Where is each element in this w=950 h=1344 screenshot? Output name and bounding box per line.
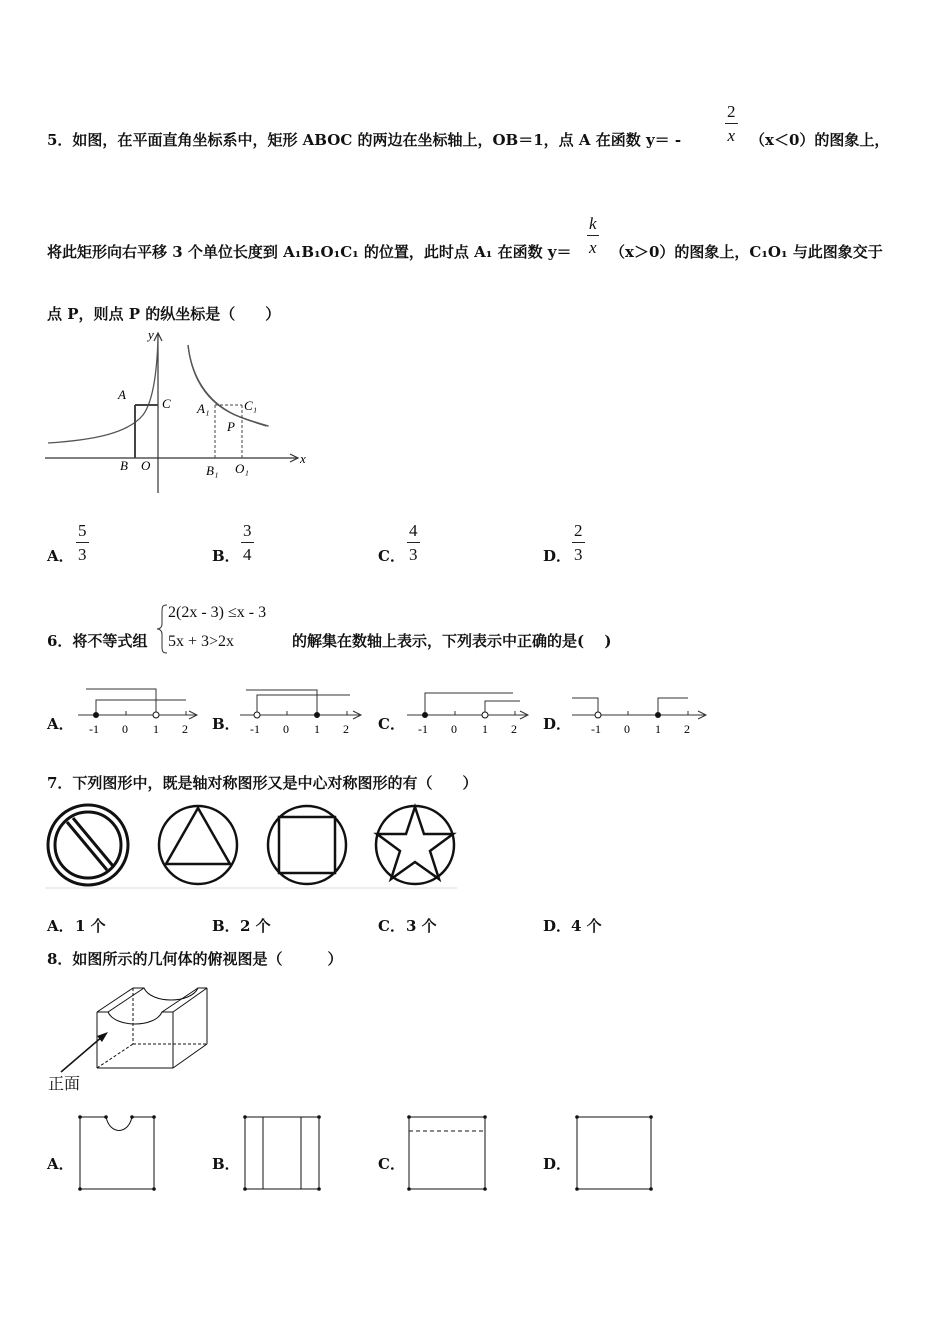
q6-b-tick-0: 0 <box>283 722 289 736</box>
q5-fraction-k-over-x <box>587 215 599 256</box>
q6-b-tick-1: 1 <box>314 722 320 736</box>
q6-c-tick-1: 1 <box>482 722 488 736</box>
q5-option-c-fraction[interactable] <box>407 522 420 563</box>
q5-line2-pre: 将此矩形向右平移 3 个单位长度到 A₁B₁O₁C₁ 的位置，此时点 A₁ 在函数 y＝ <box>47 243 572 261</box>
q5-label-A1: A₁ <box>197 401 210 416</box>
q7-figure-circle-star <box>376 806 454 884</box>
q7-option-a-text[interactable]: 1 个 <box>75 917 106 935</box>
q6-option-d-letter[interactable]: D． <box>543 715 572 733</box>
q5-label-C1: C₁ <box>244 398 258 413</box>
q5-option-a-den: 3 <box>78 545 87 564</box>
q6-option-a-letter[interactable]: A． <box>47 715 74 733</box>
q5-label-y: y <box>148 327 154 342</box>
q6-stem-post: 的解集在数轴上表示，下列表示中正确的是( ) <box>292 632 612 650</box>
q5-label-A: A <box>118 387 126 402</box>
q7-option-d-letter[interactable]: D． <box>543 917 572 935</box>
q5-frac2-num: k <box>589 214 597 233</box>
q8-option-b-figure[interactable] <box>241 1113 323 1195</box>
q6-d-tick-0: 0 <box>624 722 630 736</box>
q6-c-tick-m1: -1 <box>418 722 428 736</box>
q8-option-b-letter[interactable]: B． <box>212 1155 240 1173</box>
q5-line3: 点 P，则点 P 的纵坐标是（ ） <box>47 305 281 323</box>
q5-option-c-num: 4 <box>409 521 418 540</box>
q5-coordinate-figure <box>40 325 310 495</box>
q7-option-b-text[interactable]: 2 个 <box>240 917 271 935</box>
q6-a-tick-1: 1 <box>153 722 159 736</box>
q5-label-B1: B₁ <box>206 463 219 478</box>
q6-a-tick-2: 2 <box>182 722 188 736</box>
q5-label-P: P <box>227 419 235 434</box>
q6-a-tick-m1: -1 <box>89 722 99 736</box>
q5-label-B: B <box>120 458 128 473</box>
q7-option-d-text[interactable]: 4 个 <box>571 917 602 935</box>
q7-figure-prohibition-circle <box>48 805 128 885</box>
q5-option-d-num: 2 <box>574 521 583 540</box>
q6-option-d-numberline[interactable] <box>570 685 710 740</box>
q6-a-tick-0: 0 <box>122 722 128 736</box>
q5-option-b-letter[interactable]: B． <box>212 547 240 565</box>
q7-option-c-text[interactable]: 3 个 <box>406 917 437 935</box>
q5-frac1-den: x <box>727 126 736 145</box>
q5-option-b-fraction[interactable] <box>241 522 254 563</box>
q5-line2-post: （x＞0）的图象上，C₁O₁ 与此图象交于 <box>610 243 883 261</box>
q5-option-b-den: 4 <box>243 545 252 564</box>
q8-option-d-figure[interactable] <box>573 1113 658 1195</box>
q6-option-b-letter[interactable]: B． <box>212 715 240 733</box>
q6-option-c-numberline[interactable] <box>405 685 535 740</box>
q5-option-a-num: 5 <box>78 521 87 540</box>
q6-option-c-letter[interactable]: C． <box>378 715 405 733</box>
q6-d-tick-1: 1 <box>655 722 661 736</box>
q5-option-d-letter[interactable]: D． <box>543 547 572 565</box>
q7-option-b-letter[interactable]: B． <box>212 917 240 935</box>
q7-stem: 7．下列图形中，既是轴对称图形又是中心对称图形的有（ ） <box>47 774 478 792</box>
q6-c-tick-0: 0 <box>451 722 457 736</box>
q6-c-tick-2: 2 <box>511 722 517 736</box>
q5-option-d-den: 3 <box>574 545 583 564</box>
q8-option-c-letter[interactable]: C． <box>378 1155 405 1173</box>
q5-label-C: C <box>162 396 171 411</box>
q5-fraction-2-over-x <box>725 103 738 144</box>
q6-option-a-numberline[interactable] <box>76 685 206 740</box>
q7-figure-circle-square <box>268 806 346 884</box>
q8-option-d-letter[interactable]: D． <box>543 1155 572 1173</box>
q8-front-label: 正面 <box>48 1074 81 1093</box>
q5-label-O1: O₁ <box>235 461 249 476</box>
q8-stem: 8．如图所示的几何体的俯视图是（ ） <box>47 950 343 968</box>
q5-frac1-num: 2 <box>727 102 736 121</box>
q8-option-a-figure[interactable] <box>76 1113 158 1195</box>
q5-option-a-fraction[interactable] <box>76 522 89 563</box>
q8-option-c-figure[interactable] <box>405 1113 490 1195</box>
q5-option-c-den: 3 <box>409 545 418 564</box>
q5-line1-post: （x＜0）的图象上， <box>750 131 890 149</box>
q7-figures <box>45 800 457 890</box>
q8-option-a-letter[interactable]: A． <box>47 1155 74 1173</box>
q6-b-tick-m1: -1 <box>250 722 260 736</box>
q5-option-a-letter[interactable]: A． <box>47 547 74 565</box>
q6-d-tick-2: 2 <box>684 722 690 736</box>
q5-option-c-letter[interactable]: C． <box>378 547 405 565</box>
q7-option-c-letter[interactable]: C． <box>378 917 405 935</box>
q6-option-b-numberline[interactable] <box>238 685 368 740</box>
q6-inequality-2: 5x + 3>2x <box>168 633 235 650</box>
q5-label-x: x <box>300 451 306 466</box>
q6-inequality-1: 2(2x - 3) ≤x - 3 <box>168 604 267 621</box>
q6-d-tick-m1: -1 <box>591 722 601 736</box>
q6-b-tick-2: 2 <box>343 722 349 736</box>
q5-label-O: O <box>141 458 151 473</box>
q7-figure-circle-triangle <box>159 806 237 884</box>
q7-option-a-letter[interactable]: A． <box>47 917 74 935</box>
q6-stem-pre: 6．将不等式组 <box>47 632 148 650</box>
q5-option-d-fraction[interactable] <box>572 522 585 563</box>
q5-option-b-num: 3 <box>243 521 252 540</box>
q5-frac2-den: x <box>589 238 597 257</box>
q5-line1-pre: 5．如图，在平面直角坐标系中，矩形 ABOC 的两边在坐标轴上，OB＝1，点 A 在函数 y＝ - <box>47 131 682 149</box>
